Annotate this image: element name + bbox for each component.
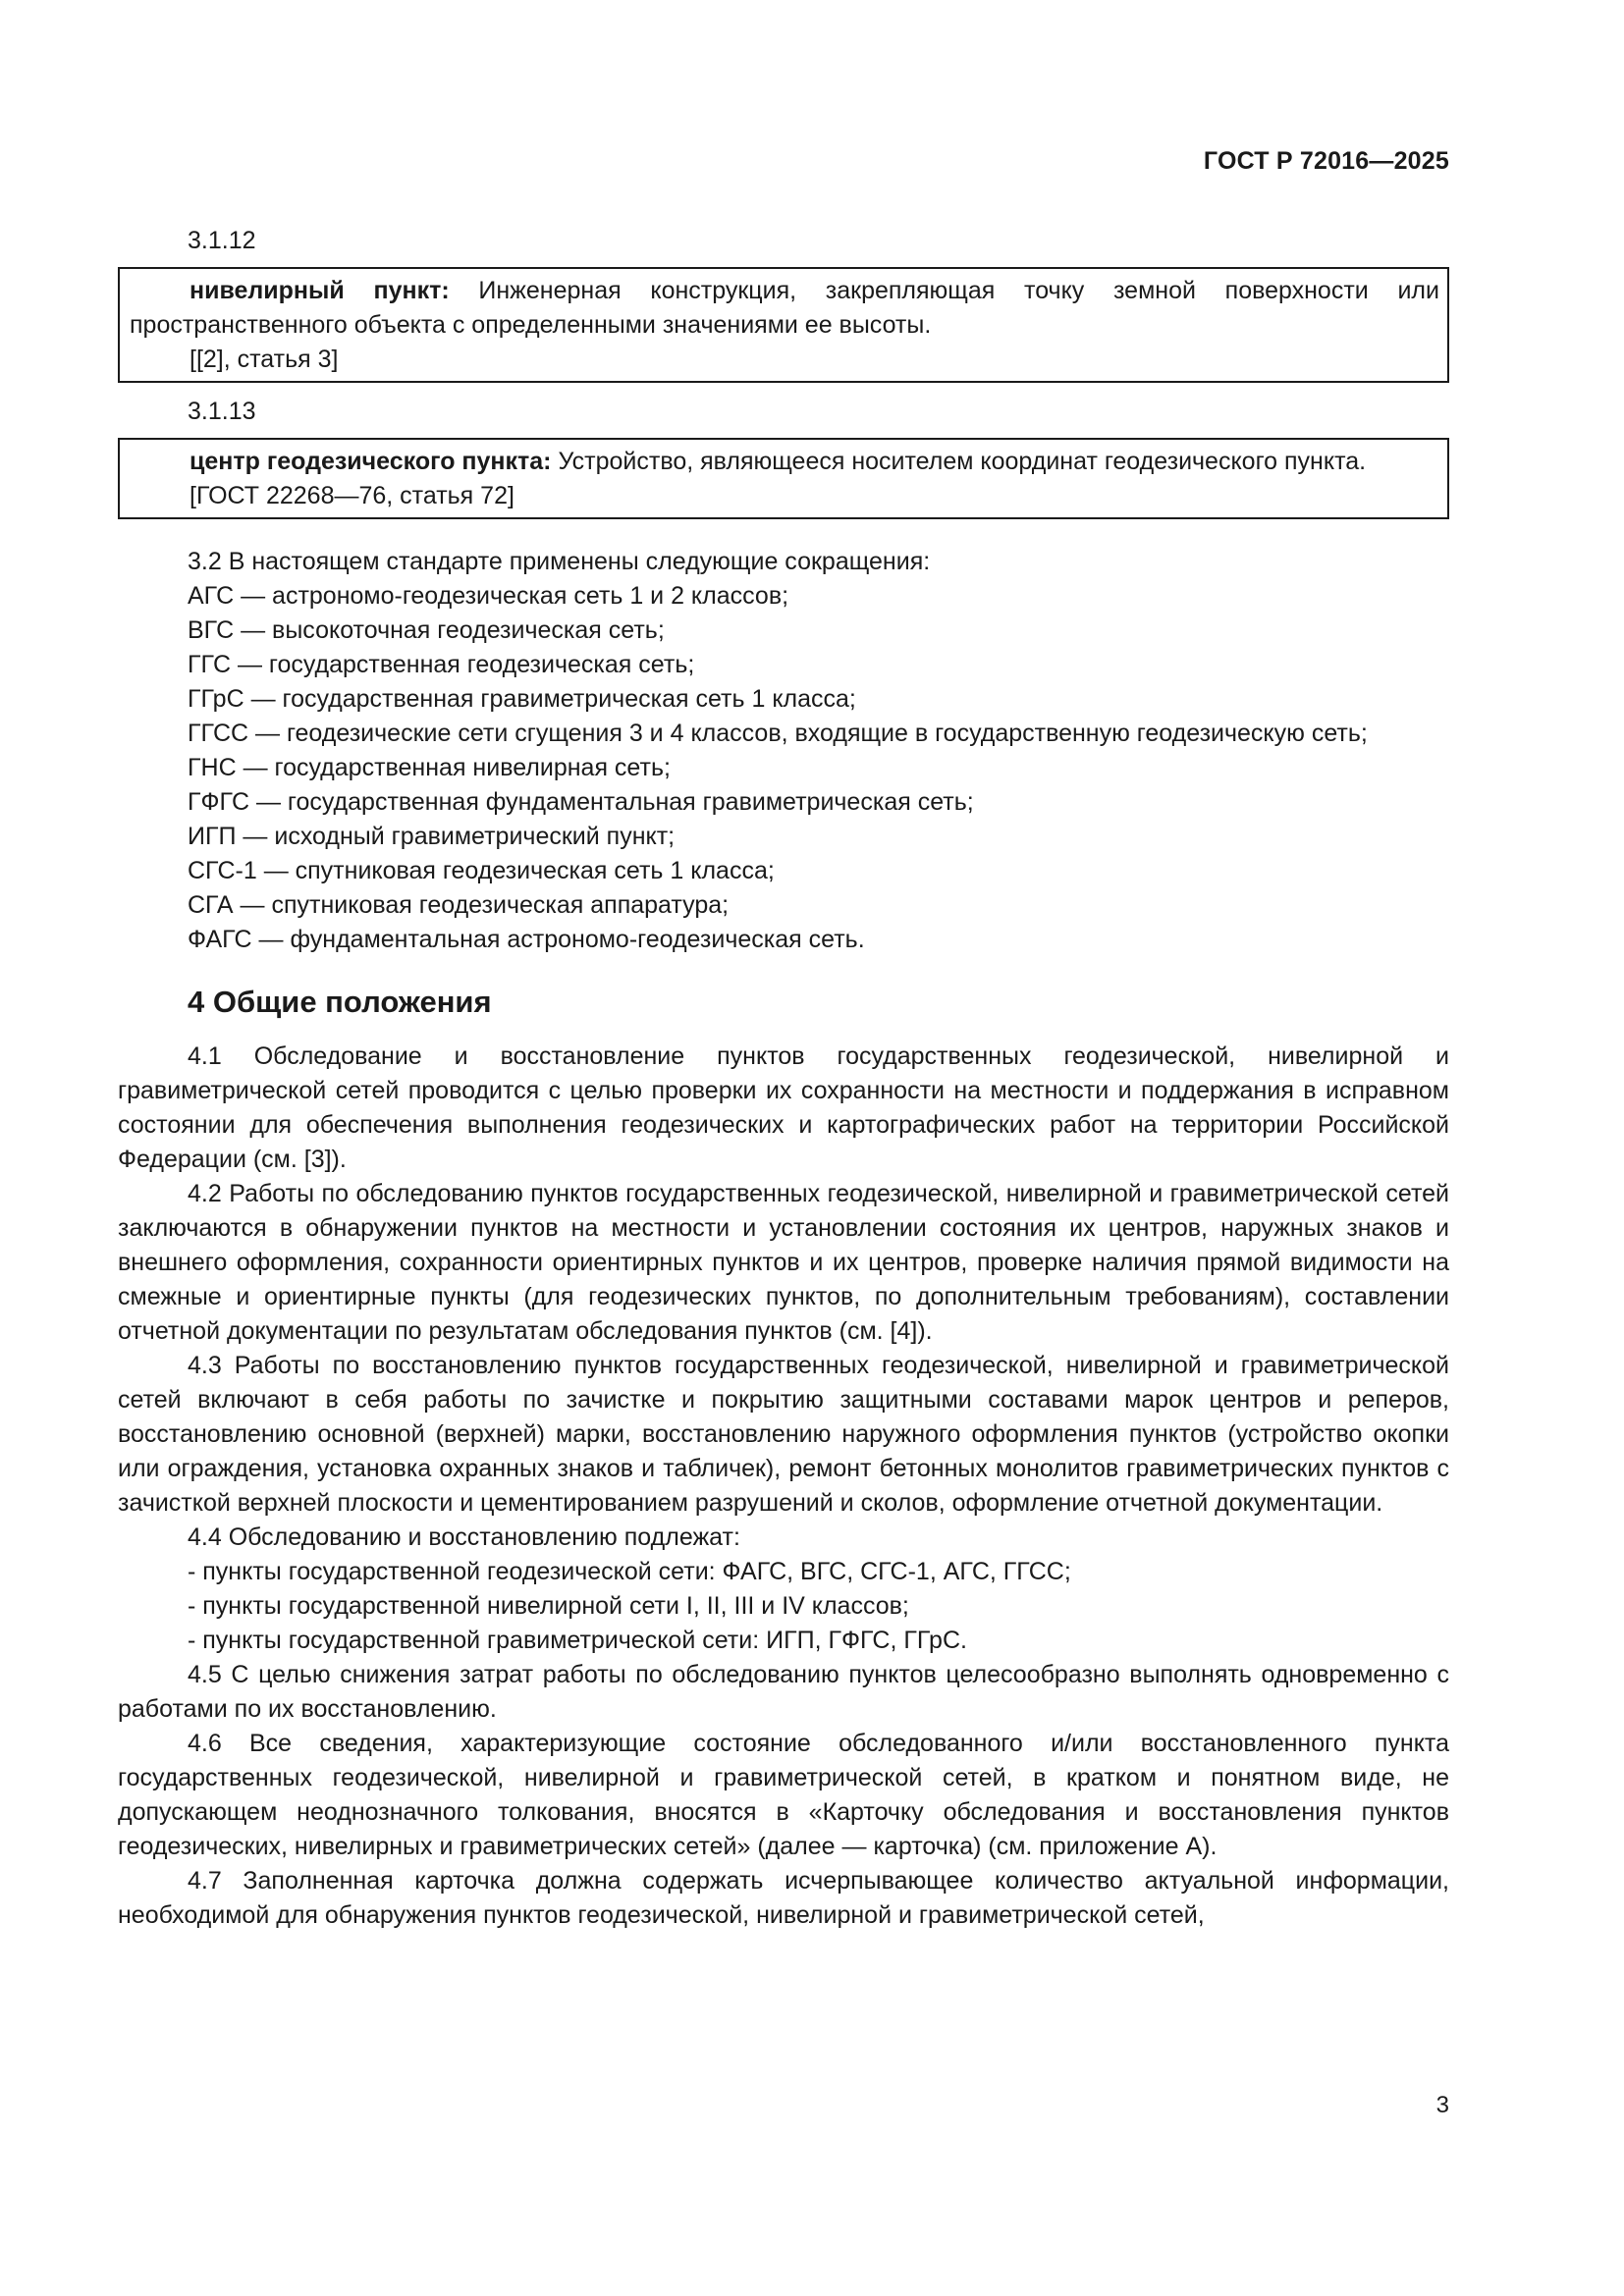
paragraph: 4.2 Работы по обследованию пунктов государственных геодезической, нивелирной и гравиметрической сетей заключаются в обнаружении пунктов на местности и установлении состояния их центров, наружных знаков и внешнего оформления, сохранности ориентирных пунктов и их центров, проверке наличия прямой видимости на смежные и ориентирные пункты (для геодезических пунктов, по дополнительным требованиям), составлении отчетной документации по результатам обследования пунктов (см. [4]). [118, 1180, 1449, 1345]
paragraph: 4.6 Все сведения, характеризующие состояние обследованного и/или восстановленного пункта государственных геодезической, нивелирной и гравиметрической сетей, в кратком и понятном виде, не допускающем неоднозначного толкования, вносятся в «Карточку обследования и восстановления пунктов геодезических, нивелирных и гравиметрических сетей» (далее — карточка) (см. приложение А). [118, 1730, 1449, 1860]
list-item: - пункты государственной нивелирной сети I, II, III и IV классов; [188, 1592, 909, 1620]
abbreviation-item: ГГСС — геодезические сети сгущения 3 и 4 классов, входящие в государственную геодезическую сеть; [188, 720, 1368, 747]
definition-box [118, 438, 1449, 519]
definition-body: Устройство, являющееся носителем координат геодезического пункта. [558, 448, 1367, 475]
definition-term: центр геодезического пункта: [189, 448, 552, 475]
abbreviation-item: ФАГС — фундаментальная астрономо-геодезическая сеть. [188, 926, 865, 953]
abbreviation-item: ИГП — исходный гравиметрический пункт; [188, 823, 676, 850]
definition-text [130, 445, 1439, 479]
definition-source: [ГОСТ 22268—76, статья 72] [189, 482, 514, 509]
paragraph: 4.7 Заполненная карточка должна содержать исчерпывающее количество актуальной информации, необходимой для обнаружения пунктов геодезической, нивелирной и гравиметрической сетей, [118, 1867, 1449, 1929]
abbreviation-item: ГФГС — государственная фундаментальная гравиметрическая сеть; [188, 788, 974, 816]
list-item: - пункты государственной гравиметрической сети: ИГП, ГФГС, ГГрС. [188, 1627, 967, 1654]
paragraph: 4.1 Обследование и восстановление пунктов государственных геодезической, нивелирной и гравиметрической сетей проводится с целью проверки их сохранности на местности и поддержания в исправном состоянии для обеспечения выполнения геодезических и картографических работ на территории Российской Федерации (см. [3]). [118, 1042, 1449, 1173]
page-number: 3 [1435, 2092, 1449, 2118]
section-title: 4 Общие положения [188, 985, 492, 1019]
abbreviation-item: ВГС — высокоточная геодезическая сеть; [188, 616, 665, 644]
definition-number: 3.1.13 [188, 398, 256, 425]
paragraph: 4.3 Работы по восстановлению пунктов государственных геодезической, нивелирной и гравиметрической сетей включают в себя работы по зачистке и покрытию защитными составами марок центров и реперов, восстановлению основной (верхней) марки, восстановлению наружного оформления пунктов (устройство окопки или ограждения, установка охранных знаков и табличек), ремонт бетонных монолитов гравиметрических пунктов с зачисткой верхней плоскости и цементированием разрушений и сколов, оформление отчетной документации. [118, 1352, 1449, 1517]
abbreviation-item: СГС-1 — спутниковая геодезическая сеть 1 класса; [188, 857, 775, 884]
paragraph: 4.4 Обследованию и восстановлению подлежат: [188, 1523, 740, 1551]
abbreviation-item: ГНС — государственная нивелирная сеть; [188, 754, 671, 781]
standard-code-header: ГОСТ Р 72016—2025 [1203, 147, 1449, 175]
abbreviation-item: СГА — спутниковая геодезическая аппаратура; [188, 891, 730, 919]
paragraph: 4.5 С целью снижения затрат работы по обследованию пунктов целесообразно выполнять одновременно с работами по их восстановлению. [118, 1661, 1449, 1723]
definition-box [118, 267, 1449, 383]
definition-source: [[2], статья 3] [189, 346, 339, 373]
definition-term: нивелирный пункт: [189, 277, 450, 304]
abbreviations-intro: 3.2 В настоящем стандарте применены следующие сокращения: [188, 548, 931, 575]
definition-number: 3.1.12 [188, 227, 256, 254]
abbreviation-item: ГГрС — государственная гравиметрическая сеть 1 класса; [188, 685, 856, 713]
abbreviation-item: АГС — астрономо-геодезическая сеть 1 и 2 классов; [188, 582, 789, 610]
page-content [118, 224, 1449, 1933]
definition-text [130, 274, 1439, 343]
list-item: - пункты государственной геодезической сети: ФАГС, ВГС, СГС-1, АГС, ГГСС; [188, 1558, 1071, 1585]
definition-body: Инженерная конструкция, закрепляющая точку земной поверхности или пространственного объекта с определенными значениями ее высоты. [130, 277, 1439, 339]
abbreviation-item: ГГС — государственная геодезическая сеть; [188, 651, 695, 678]
